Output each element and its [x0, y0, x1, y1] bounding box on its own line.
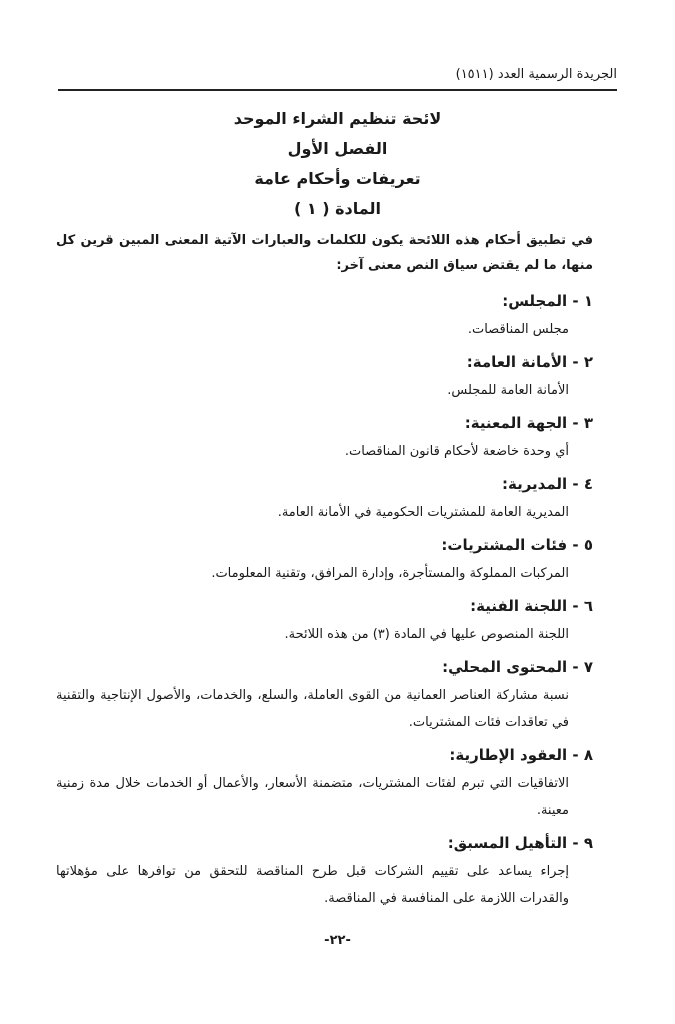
page-number: -٢٢-: [324, 933, 351, 948]
definition-item: [56, 591, 593, 648]
definition-term: ١ - المجلس:: [502, 292, 593, 310]
title-block: [0, 104, 675, 224]
chapter-title: تعريفات وأحكام عامة: [254, 169, 421, 188]
definition-item: [56, 408, 593, 465]
definition-text: مجلس المناقصات.: [467, 322, 569, 337]
intro-paragraph: في تطبيق أحكام هذه اللائحة يكون للكلمات والعبارات الآتية المعنى المبين قرين كل منها، ما لم يقتض سياق النص معنى آخر:: [56, 233, 593, 273]
definition-text: الاتفاقيات التي تبرم لفئات المشتريات، متضمنة الأسعار، والأعمال أو الخدمات خلال مدة زمنية معينة.: [56, 776, 569, 818]
definition-item: [56, 530, 593, 587]
definition-term: ٣ - الجهة المعنية:: [464, 414, 593, 432]
definition-item: [56, 347, 593, 404]
definition-term: ٢ - الأمانة العامة:: [466, 353, 593, 371]
definition-item: [56, 469, 593, 526]
definition-text: الأمانة العامة للمجلس.: [447, 383, 569, 398]
definition-term: ٦ - اللجنة الفنية:: [470, 597, 593, 615]
definition-text: إجراء يساعد على تقييم الشركات قبل طرح المناقصة للتحقق من توافرها على مؤهلاتها والقدرات اللازمة على المنافسة في المناقصة.: [56, 864, 569, 906]
definition-term: ٤ - المديرية:: [501, 475, 593, 493]
definition-item: [56, 652, 593, 736]
definition-item: [56, 740, 593, 824]
article-heading: المادة ( ١ ): [294, 199, 381, 218]
definitions-list: [56, 286, 593, 916]
definition-term: ٥ - فئات المشتريات:: [441, 536, 593, 554]
running-header: الجريدة الرسمية العدد (١٥١١): [455, 67, 617, 82]
definition-text: اللجنة المنصوص عليها في المادة (٣) من هذه اللائحة.: [284, 627, 569, 642]
definition-text: المركبات المملوكة والمستأجرة، وإدارة المرافق، وتقنية المعلومات.: [211, 566, 569, 581]
definition-text: أي وحدة خاضعة لأحكام قانون المناقصات.: [344, 444, 569, 459]
definition-term: ٨ - العقود الإطارية:: [449, 746, 593, 764]
definition-term: ٧ - المحتوى المحلي:: [442, 658, 593, 676]
definition-text: المديرية العامة للمشتريات الحكومية في الأمانة العامة.: [277, 505, 569, 520]
definition-item: [56, 828, 593, 912]
chapter-heading: الفصل الأول: [287, 139, 388, 158]
definition-term: ٩ - التأهيل المسبق:: [447, 834, 593, 852]
definition-text: نسبة مشاركة العناصر العمانية من القوى العاملة، والسلع، والخدمات، والأصول الإنتاجية والتقنية في تعاقدات فئات المشتريات.: [56, 688, 569, 730]
regulation-title: لائحة تنظيم الشراء الموحد: [233, 109, 442, 128]
definition-item: [56, 286, 593, 343]
header-divider: [58, 89, 617, 91]
